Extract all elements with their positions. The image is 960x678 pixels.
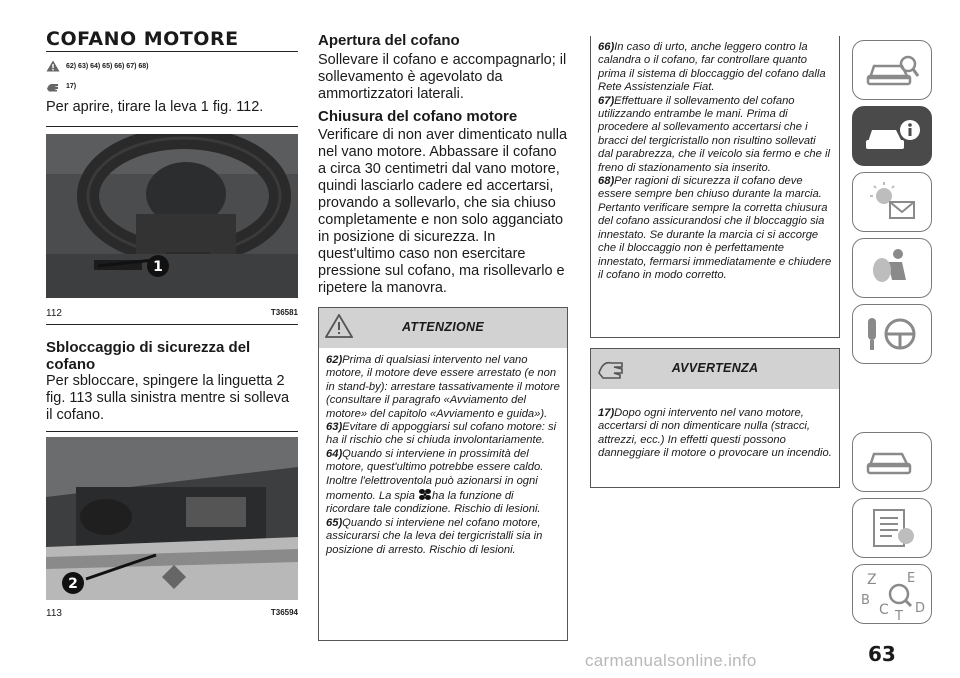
note-hand-icon	[46, 80, 60, 92]
svg-text:T: T	[895, 609, 903, 622]
tab-safety[interactable]	[852, 238, 932, 298]
note-64: 64)Quando si interviene in prossimità del motore, quest'ultimo potrebbe essere caldo. Inoltre l'elettroventola può azionarsi in ogni momento. La spia ha la funzione di ricordare tale condizione. Rischio di lesioni.	[326, 447, 544, 516]
attention-box	[318, 307, 568, 641]
advice-title: AVVERTENZA	[671, 361, 759, 375]
section-title: COFANO MOTORE	[46, 28, 239, 50]
warning-triangle-icon	[46, 60, 60, 72]
closing-text: Verificare di non aver dimenticato nulla nel vano motore. Abbassare il cofano a circa 30 centimetri dal vano motore, quindi lasciarlo cadere ed accertarsi, provando a sollevarlo, che sia chiuso completamente e non solo agganciato in posizione di sicurezza. In quest'ultimo caso non esercitare pressione sul cofano, ma risollevarlo e ripetere la manovra.	[318, 127, 568, 296]
tab-maintenance[interactable]	[852, 432, 932, 492]
advice-notes	[591, 389, 839, 465]
advice-box-header	[591, 349, 839, 389]
note-66: 66)In caso di urto, anche leggero contro la calandra o il cofano, far controllare quanto prima il sistema di bloccaggio del cofano dalla Rete Assistenziale Fiat.	[598, 41, 826, 94]
opening-text: Sollevare il cofano e accompagnarlo; il sollevamento è agevolato da ammortizzatori laterali.	[318, 52, 567, 102]
specifications-icon	[862, 506, 922, 550]
tab-warning-lights[interactable]	[852, 172, 932, 232]
svg-text:B: B	[861, 593, 870, 608]
fig112-top-rule	[46, 126, 298, 127]
note-68: 68)Per ragioni di sicurezza il cofano deve essere sempre ben chiuso durante la marcia. Pertanto verificare sempre la corretta chiusura del cofano assicurandosi che il bloccaggio sia innestato. Se durante la marcia ci si accorge che il bloccaggio non è perfettamente innestato, fermarsi immediatamente e chiudere il cofano in modo corretto.	[598, 175, 832, 281]
note-63: 63)Evitare di appoggiarsi sul cofano motore: si ha il rischio che si chiuda involontariamente.	[326, 421, 557, 447]
attention-title: ATTENZIONE	[402, 320, 484, 334]
advice-box	[590, 348, 840, 488]
title-rule	[46, 51, 298, 52]
callout-1: 1	[153, 259, 163, 275]
svg-text:D: D	[915, 601, 926, 616]
svg-text:Z: Z	[867, 572, 877, 588]
fig112-bottom-rule	[46, 324, 298, 325]
fig113-top-rule	[46, 431, 298, 432]
figure-112-image	[46, 134, 298, 298]
opening-heading: Apertura del cofano	[318, 32, 460, 49]
figure-113-code: T36594	[270, 608, 298, 617]
svg-text:C: C	[879, 602, 889, 618]
car-search-icon	[862, 50, 922, 90]
warning-refs: 62) 63) 64) 65) 66) 67) 68)	[66, 62, 149, 70]
note-67: 67)Effettuare il sollevamento del cofano utilizzando entrambe le mani. Prima di procedere al sollevamento accertarsi che i bracci del tergicristallo non risultino sollevati dal parabrezza, che il veicolo sia fermo e che il freno di stazionamento sia inserito.	[598, 94, 830, 174]
intro-text: Per aprire, tirare la leva 1 fig. 112.	[46, 99, 264, 115]
tab-start-drive[interactable]	[852, 304, 932, 364]
tab-car-info[interactable]	[852, 106, 932, 166]
page-number: 63	[868, 642, 896, 666]
tab-car-search[interactable]	[852, 40, 932, 100]
attention-notes	[319, 348, 567, 561]
callout-2: 2	[68, 576, 78, 592]
tab-specifications[interactable]	[852, 498, 932, 558]
figure-113-image	[46, 437, 298, 600]
attention-notes-continued	[591, 36, 839, 286]
note-62: 62)Prima di qualsiasi intervento nel vano motore, il motore deve essere arrestato (e non in stand-by): arrestare tassativamente il motore (consultare il paragrafo «Avviamento del motore» del capitolo «Avviamento e guida»).	[326, 354, 560, 420]
figure-112-number: 112	[46, 308, 62, 319]
fan-warning-icon	[418, 488, 432, 501]
tab-index[interactable]	[852, 564, 932, 624]
steering-wheel-illustration	[46, 134, 298, 298]
airbag-icon	[862, 246, 922, 290]
index-icon	[857, 566, 927, 622]
closing-heading: Chiusura del cofano motore	[318, 108, 518, 125]
note-refs: 17)	[66, 82, 77, 90]
figure-113-number: 113	[46, 608, 62, 619]
note-refs-line	[46, 80, 76, 92]
key-steering-icon	[862, 312, 922, 356]
svg-text:E: E	[907, 571, 916, 586]
engine-bay-illustration	[46, 437, 298, 600]
warning-lights-icon	[862, 180, 922, 224]
car-info-icon	[862, 116, 922, 156]
note-65: 65)Quando si interviene nel cofano motore, assicurarsi che la leva dei tergicristalli sia in posizione di arresto. Rischio di lesioni.	[326, 516, 543, 556]
note-17: 17)Dopo ogni intervento nel vano motore, accertarsi di non dimenticare nulla (stracci, attrezzi, ecc.) In effetti questi possono danneggiare il motore o provocare un incendio.	[598, 407, 832, 460]
warning-refs-line	[46, 60, 149, 72]
subsection-heading: Sbloccaggio di sicurezza del cofano	[46, 339, 251, 373]
watermark: carmanualsonline.info	[585, 651, 757, 670]
figure-112-code: T36581	[270, 308, 298, 317]
attention-box-header	[319, 308, 567, 348]
subsection-text: Per sbloccare, spingere la linguetta 2 fig. 113 sulla sinistra mentre si solleva il cofano.	[46, 373, 290, 423]
car-service-icon	[862, 442, 922, 482]
attention-box-continued	[590, 36, 840, 338]
